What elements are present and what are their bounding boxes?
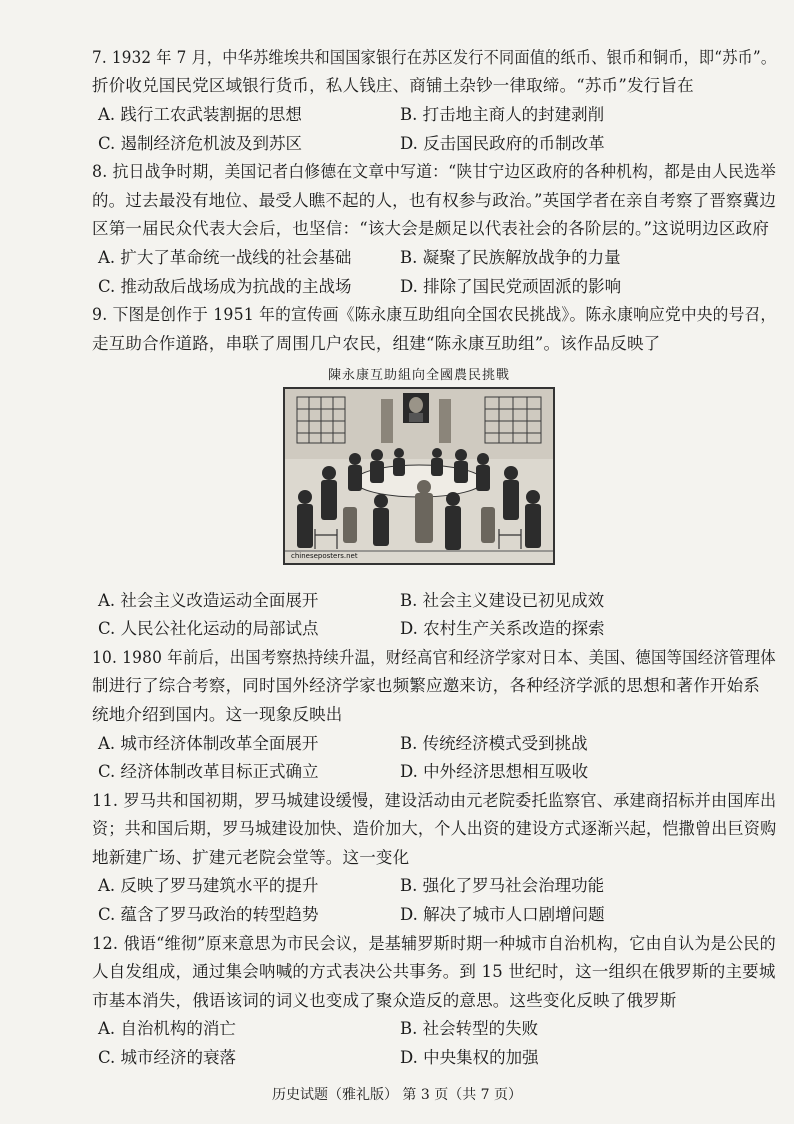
- question-8-line-3: 区第一届民众代表大会后，也坚信：“该大会是颇足以代表社会的各阶层的。”这说明边区政府: [92, 219, 770, 238]
- question-10-option-b: B. 传统经济模式受到挑战: [400, 734, 588, 753]
- question-11-line-2: 资；共和国后期，罗马城建设加快、造价加大，个人出资的建设方式逐渐兴起，恺撒曾出巨资购: [92, 819, 777, 838]
- poster-illustration: [285, 389, 553, 563]
- propaganda-poster-image: [283, 387, 555, 565]
- question-11-option-a: A. 反映了罗马建筑水平的提升: [98, 876, 319, 895]
- question-11-line-1: 11. 罗马共和国初期，罗马城建设缓慢，建设活动由元老院委托监察官、承建商招标并由国库出: [92, 791, 777, 810]
- question-12-line-1: 12. 俄语“维彻”原来意思为市民会议，是基辅罗斯时期一种城市自治机构，它由自认为是公民的: [92, 934, 776, 953]
- question-10-option-a: A. 城市经济体制改革全面展开: [98, 734, 319, 753]
- poster-source-mark: chineseposters.net: [291, 552, 358, 560]
- question-9-option-b: B. 社会主义建设已初见成效: [400, 591, 605, 610]
- question-10-line-2: 制进行了综合考察，同时国外经济学家也频繁应邀来访，各种经济学派的思想和著作开始系: [92, 676, 760, 695]
- question-7-option-c: C. 遏制经济危机波及到苏区: [98, 134, 303, 153]
- question-11-line-3: 地新建广场、扩建元老院会堂等。这一变化: [92, 848, 410, 867]
- question-10-line-1: 10. 1980 年前后，出国考察热持续升温，财经高官和经济学家对日本、美国、德国等国经济管理体: [92, 648, 776, 667]
- question-9-option-a: A. 社会主义改造运动全面展开: [98, 591, 319, 610]
- page-footer: 历史试题（雅礼版） 第 3 页（共 7 页）: [271, 1087, 523, 1103]
- question-11-option-d: D. 解决了城市人口剧增问题: [400, 905, 605, 924]
- question-12-option-c: C. 城市经济的衰落: [98, 1048, 237, 1067]
- question-12-line-2: 人自发组成，通过集会呐喊的方式表决公共事务。到 15 世纪时，这一组织在俄罗斯的主要城: [92, 962, 776, 981]
- question-7-option-b: B. 打击地主商人的封建剥削: [400, 105, 605, 124]
- question-7-option-a: A. 践行工农武装割据的思想: [98, 105, 302, 124]
- question-7-option-d: D. 反击国民政府的币制改革: [400, 134, 605, 153]
- question-7-line-2: 折价收兑国民党区域银行货币，私人钱庄、商铺土杂钞一律取缔。“苏币”发行旨在: [92, 76, 694, 95]
- question-9-option-c: C. 人民公社化运动的局部试点: [98, 619, 319, 638]
- question-10-line-3: 统地介绍到国内。这一现象反映出: [92, 705, 343, 724]
- question-8-line-1: 8. 抗日战争时期，美国记者白修德在文章中写道：“陕甘宁边区政府的各种机构，都是由人民选举: [92, 162, 776, 181]
- question-7-line-1: 7. 1932 年 7 月，中华苏维埃共和国国家银行在苏区发行不同面值的纸币、银币和铜币，即“苏币”。: [92, 48, 777, 67]
- question-12-option-b: B. 社会转型的失败: [400, 1019, 539, 1038]
- question-8-option-d: D. 排除了国民党顽固派的影响: [400, 277, 622, 296]
- question-11-option-b: B. 强化了罗马社会治理功能: [400, 876, 605, 895]
- question-8-option-a: A. 扩大了革命统一战线的社会基础: [98, 248, 352, 267]
- question-12-line-3: 市基本消失，俄语该词的词义也变成了聚众造反的意思。这些变化反映了俄罗斯: [92, 991, 677, 1010]
- question-9-option-d: D. 农村生产关系改造的探索: [400, 619, 605, 638]
- question-11-option-c: C. 蕴含了罗马政治的转型趋势: [98, 905, 319, 924]
- question-12-option-d: D. 中央集权的加强: [400, 1048, 539, 1067]
- question-9-line-1: 9. 下图是创作于 1951 年的宣传画《陈永康互助组向全国农民挑战》。陈永康响应党中央的号召，: [92, 305, 777, 324]
- question-8-option-b: B. 凝聚了民族解放战争的力量: [400, 248, 621, 267]
- figure-caption: 陳永康互助組向全國農民挑戰: [327, 368, 510, 383]
- question-8-option-c: C. 推动敌后战场成为抗战的主战场: [98, 277, 352, 296]
- question-10-option-d: D. 中外经济思想相互吸收: [400, 762, 589, 781]
- question-8-line-2: 的。过去最没有地位、最受人瞧不起的人，也有权参与政治。”英国学者在亲自考察了晋察冀边: [92, 191, 777, 210]
- question-10-option-c: C. 经济体制改革目标正式确立: [98, 762, 319, 781]
- question-9-line-2: 走互助合作道路，串联了周围几户农民，组建“陈永康互助组”。该作品反映了: [92, 334, 661, 353]
- question-12-option-a: A. 自治机构的消亡: [98, 1019, 236, 1038]
